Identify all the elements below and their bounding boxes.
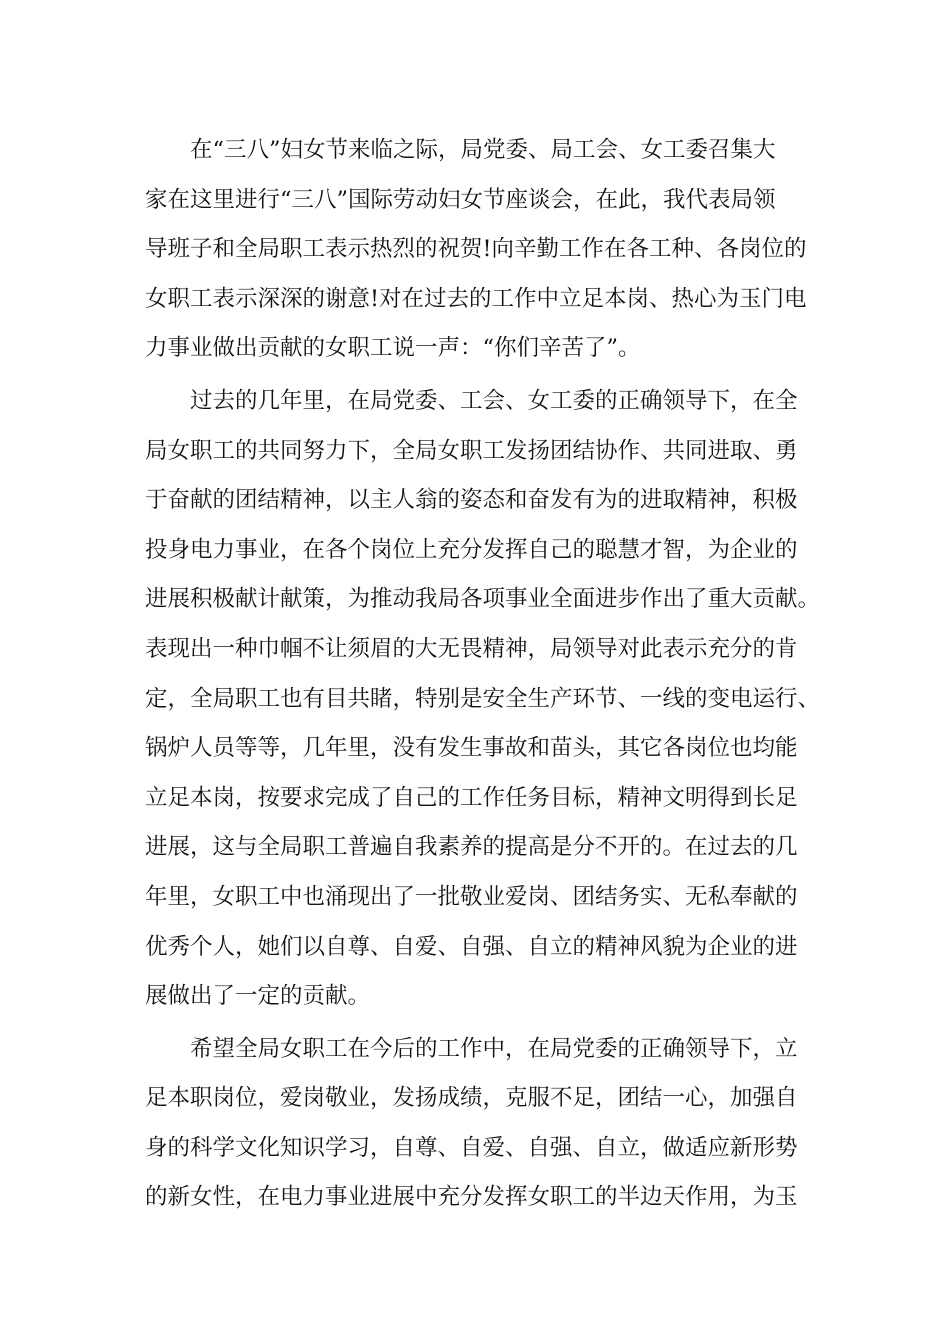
text-line: 展做出了一定的贡献。 xyxy=(145,983,371,1010)
text-line: 在“三八”妇女节来临之际，局党委、局工会、女工委召集大 xyxy=(190,137,776,163)
text-line: 过去的几年里，在局党委、工会、女工委的正确领导下，在全 xyxy=(190,387,798,414)
paragraph-3 xyxy=(145,1025,825,1223)
text-line: 立足本岗，按要求完成了自己的工作任务目标，精神文明得到长足 xyxy=(145,784,798,811)
text-line: 局女职工的共同努力下，全局女职工发扬团结协作、共同进取、勇 xyxy=(145,437,798,464)
text-line: 力事业做出贡献的女职工说一声：“你们辛苦了”。 xyxy=(145,335,641,362)
text-line: 导班子和全局职工表示热烈的祝贺!向辛勤工作在各工种、各岗位的 xyxy=(145,236,807,263)
text-line: 于奋献的团结精神，以主人翁的姿态和奋发有为的进取精神，积极 xyxy=(145,487,798,514)
paragraph-1 xyxy=(145,126,825,374)
paragraph-2 xyxy=(145,377,825,1022)
text-line: 年里，女职工中也涌现出了一批敬业爱岗、团结务实、无私奉献的 xyxy=(145,883,798,910)
text-line: 的新女性，在电力事业进展中充分发挥女职工的半边天作用，为玉 xyxy=(145,1184,798,1211)
text-line: 投身电力事业，在各个岗位上充分发挥自己的聪慧才智，为企业的 xyxy=(145,536,798,563)
text-line: 希望全局女职工在今后的工作中，在局党委的正确领导下，立 xyxy=(190,1035,798,1062)
text-line: 锅炉人员等等，几年里，没有发生事故和苗头，其它各岗位也均能 xyxy=(145,735,798,762)
text-line: 定，全局职工也有目共睹，特别是安全生产环节、一线的变电运行、 xyxy=(145,685,821,712)
text-line: 身的科学文化知识学习，自尊、自爱、自强、自立，做适应新形势 xyxy=(145,1134,798,1161)
text-line: 足本职岗位，爱岗敬业，发扬成绩，克服不足，团结一心，加强自 xyxy=(145,1085,798,1112)
document-body xyxy=(145,126,825,1223)
text-line: 女职工表示深深的谢意!对在过去的工作中立足本岗、热心为玉门电 xyxy=(145,285,807,312)
text-line: 表现出一种巾帼不让须眉的大无畏精神，局领导对此表示充分的肯 xyxy=(145,635,798,662)
text-line: 进展，这与全局职工普遍自我素养的提高是分不开的。在过去的几 xyxy=(145,834,798,861)
text-line: 优秀个人，她们以自尊、自爱、自强、自立的精神风貌为企业的进 xyxy=(145,933,798,960)
text-line: 家在这里进行“三八”国际劳动妇女节座谈会，在此，我代表局领 xyxy=(145,186,776,213)
text-line: 进展积极献计献策，为推动我局各项事业全面进步作出了重大贡献。 xyxy=(145,586,821,613)
